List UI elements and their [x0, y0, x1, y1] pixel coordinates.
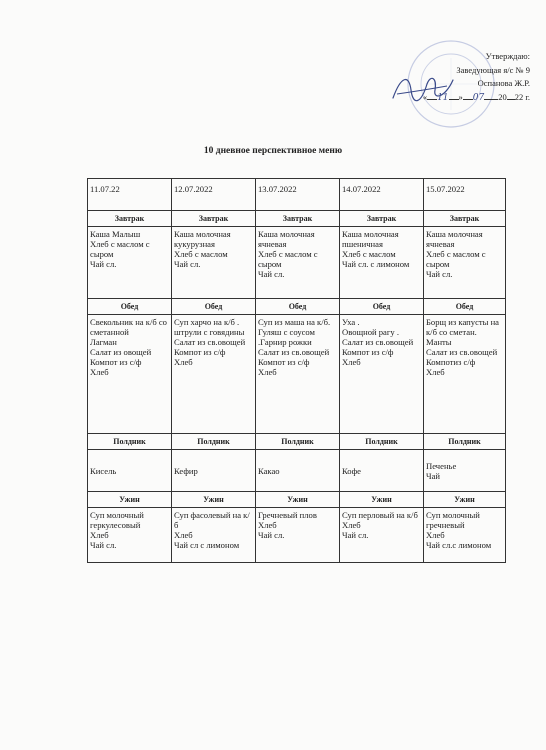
approval-block: [380, 50, 530, 105]
menu-item-cell: Кофе: [340, 450, 424, 492]
meal-header-cell: Обед: [88, 299, 172, 315]
meal-header-cell: Завтрак: [88, 211, 172, 227]
meal-items-row: [88, 227, 506, 299]
date-cell: 12.07.2022: [172, 179, 256, 211]
menu-item-cell: Гречневый плов Хлеб Чай сл.: [256, 508, 340, 563]
meal-header-cell: Полдник: [256, 434, 340, 450]
meal-header-cell: Ужин: [256, 492, 340, 508]
approval-year-prefix: 20: [498, 91, 507, 102]
meal-items-row: [88, 450, 506, 492]
date-cell: 11.07.22: [88, 179, 172, 211]
menu-item-cell: Какао: [256, 450, 340, 492]
menu-item-cell: Каша молочная пшеничная Хлеб с маслом Чай сл. с лимоном: [340, 227, 424, 299]
menu-table: [87, 178, 506, 563]
menu-item-cell: Суп харчо на к/б . штрули с говядины Салат из св.овощей Компот из с/ф Хлеб: [172, 315, 256, 434]
menu-item-cell: Печенье Чай: [424, 450, 506, 492]
meal-header-cell: Завтрак: [424, 211, 506, 227]
date-cell: 15.07.2022: [424, 179, 506, 211]
menu-item-cell: Каша молочная ячневая Хлеб с маслом с сыром Чай сл.: [256, 227, 340, 299]
approval-year-suffix: 22 г.: [514, 91, 530, 102]
meal-header-row: [88, 434, 506, 450]
approval-date: [380, 91, 530, 106]
meal-header-cell: Обед: [256, 299, 340, 315]
date-close-quote: »: [458, 91, 463, 102]
menu-item-cell: Суп из маша на к/б. Гуляш с соусом .Гарнир рожки Салат из св.овощей Компот из с/ф Хлеб: [256, 315, 340, 434]
menu-item-cell: Каша молочная кукурузная Хлеб с маслом Чай сл.: [172, 227, 256, 299]
date-cell: 14.07.2022: [340, 179, 424, 211]
menu-item-cell: Суп молочный геркулесовый Хлеб Чай сл.: [88, 508, 172, 563]
menu-item-cell: Каша Малыш Хлеб с маслом с сыром Чай сл.: [88, 227, 172, 299]
meal-header-cell: Завтрак: [340, 211, 424, 227]
document-title: 10 дневное перспективное меню: [203, 146, 343, 156]
meal-items-row: [88, 315, 506, 434]
meal-items-row: [88, 508, 506, 563]
menu-item-cell: Свекольник на к/б со сметанной Лагман Салат из овощей Компот из с/ф Хлеб: [88, 315, 172, 434]
meal-header-cell: Обед: [172, 299, 256, 315]
meal-header-cell: Ужин: [424, 492, 506, 508]
meal-header-row: [88, 299, 506, 315]
menu-item-cell: Суп фасолевый на к/б Хлеб Чай сл с лимоном: [172, 508, 256, 563]
meal-header-cell: Ужин: [340, 492, 424, 508]
meal-header-cell: Полдник: [172, 434, 256, 450]
meal-header-cell: Завтрак: [256, 211, 340, 227]
date-row: [88, 179, 506, 211]
meal-header-cell: Завтрак: [172, 211, 256, 227]
menu-item-cell: Кефир: [172, 450, 256, 492]
menu-item-cell: Уха . Овощной рагу . Салат из св.овощей Компот из с/ф Хлеб: [340, 315, 424, 434]
meal-header-cell: Обед: [424, 299, 506, 315]
menu-item-cell: Борщ из капусты на к/б со сметан. Манты Салат из св.овощей Компотиз с/ф Хлеб: [424, 315, 506, 434]
meal-header-row: [88, 211, 506, 227]
approval-month: 07: [472, 92, 485, 103]
meal-header-cell: Полдник: [340, 434, 424, 450]
date-cell: 13.07.2022: [256, 179, 340, 211]
approval-line-2: Заведующая я/с № 9: [456, 64, 530, 75]
approval-line-1: Утверждаю:: [485, 51, 530, 61]
meal-header-cell: Обед: [340, 299, 424, 315]
menu-item-cell: Суп перловый на к/б Хлеб Чай сл.: [340, 508, 424, 563]
approval-line-3: Оспанова Ж.Р.: [477, 78, 530, 88]
meal-header-cell: Ужин: [172, 492, 256, 508]
menu-item-cell: Суп молочный гречневый Хлеб Чай сл.с лимоном: [424, 508, 506, 563]
meal-header-cell: Полдник: [88, 434, 172, 450]
meal-header-cell: Полдник: [424, 434, 506, 450]
approval-day: 11: [437, 92, 449, 103]
menu-item-cell: Каша молочная ячневая Хлеб с маслом с сыром Чай сл.: [424, 227, 506, 299]
meal-header-row: [88, 492, 506, 508]
date-open-quote: «: [422, 91, 428, 102]
meal-header-cell: Ужин: [88, 492, 172, 508]
menu-item-cell: Кисель: [88, 450, 172, 492]
